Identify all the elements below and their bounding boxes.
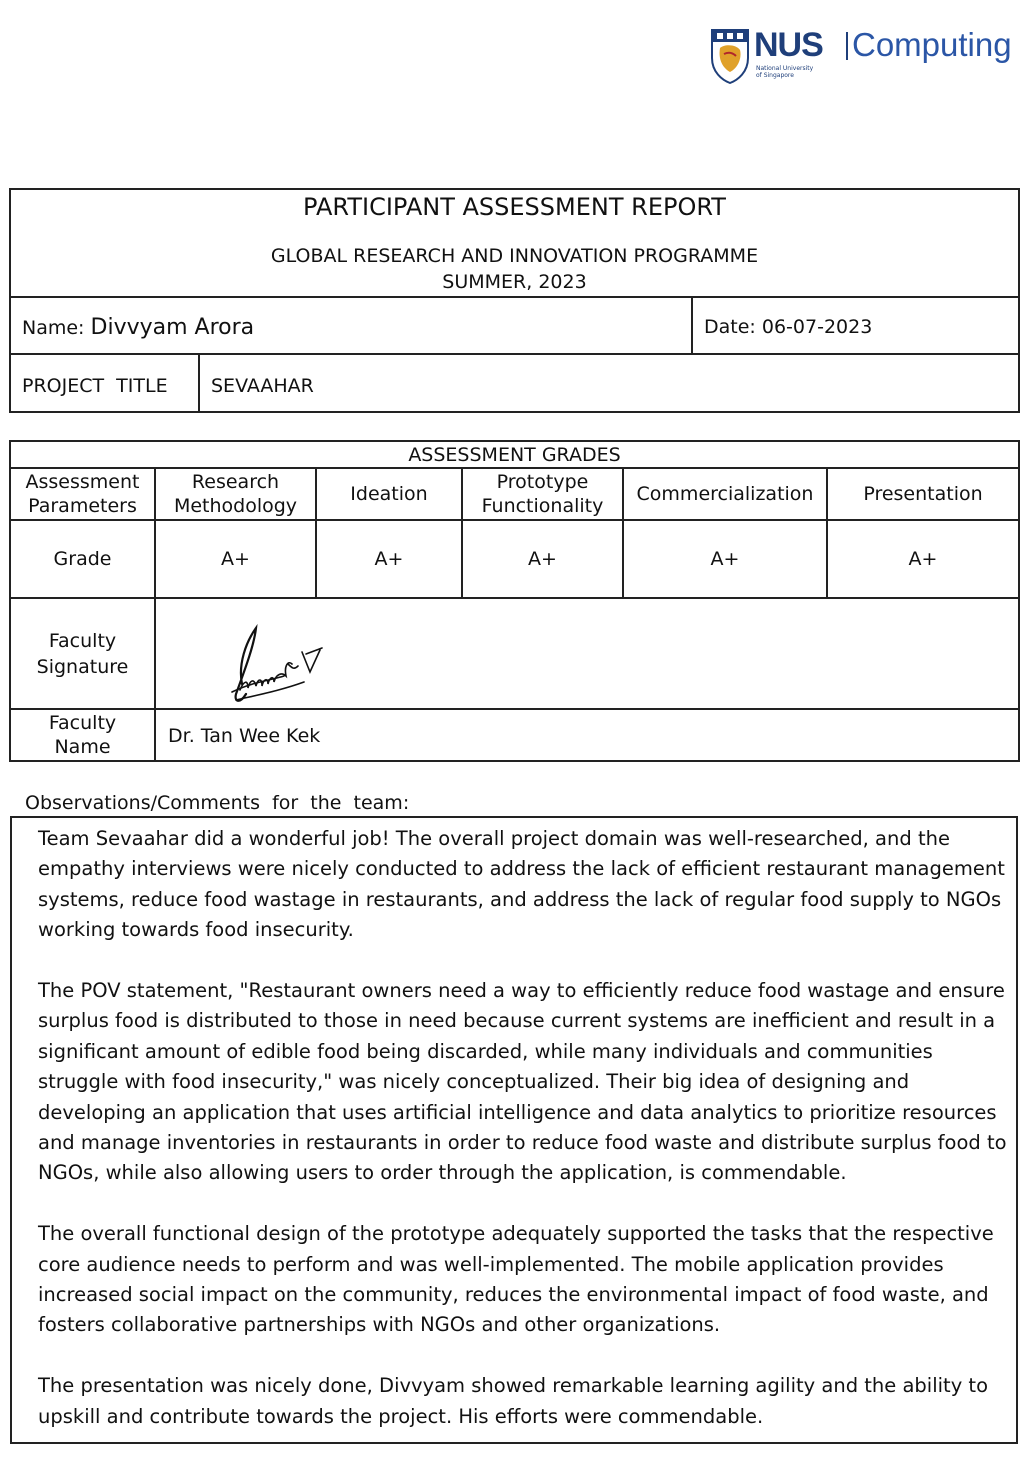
- faculty-signature-label-line1: Faculty: [48, 629, 117, 652]
- column-header-commercialization: [624, 469, 826, 519]
- logo-subtitle-line1: National University: [756, 65, 814, 72]
- column-header-line1: Commercialization: [636, 483, 814, 505]
- column-header-research-methodology: [156, 469, 315, 519]
- column-header-line2: Functionality: [481, 495, 604, 517]
- grade-ideation: A+: [374, 548, 404, 570]
- column-header-presentation: [828, 469, 1018, 519]
- parameters-header-line2: Parameters: [28, 495, 137, 517]
- faculty-name-label-line1: Faculty: [48, 712, 117, 734]
- project-title-label: PROJECT TITLE: [22, 375, 168, 397]
- name-label: Name:: [22, 317, 85, 339]
- programme-name: GLOBAL RESEARCH AND INNOVATION PROGRAMME: [270, 245, 759, 267]
- logo-subtitle-line2: of Singapore: [756, 72, 794, 79]
- column-header-prototype-functionality: [463, 469, 622, 519]
- parameters-header-line1: Assessment: [25, 471, 140, 493]
- column-header-line1: Prototype: [496, 471, 589, 493]
- date-label: Date:: [704, 316, 756, 338]
- name-field: [22, 316, 254, 340]
- column-header-line2: Methodology: [173, 495, 298, 517]
- comment-paragraph: The presentation was nicely done, Divvyam showed remarkable learning agility and the ability to upskill and contribute towards the project. His efforts were commendable.: [38, 1374, 989, 1428]
- logo-department: Computing: [852, 26, 1012, 63]
- grade-presentation: A+: [908, 548, 938, 570]
- grade-commercialization: A+: [710, 548, 740, 570]
- grade-research-methodology: A+: [221, 548, 250, 570]
- grade-prototype-functionality: A+: [528, 548, 557, 570]
- faculty-name-label: [11, 710, 154, 760]
- date-field: [704, 315, 872, 339]
- programme-term: SUMMER, 2023: [442, 271, 587, 293]
- logo-subtitle: [756, 65, 826, 79]
- name-value: Divvyam Arora: [90, 315, 255, 340]
- logo-divider: [846, 32, 848, 60]
- faculty-signature-label: [11, 599, 154, 708]
- comments-box: [10, 816, 1018, 1444]
- faculty-signature-label-line2: Signature: [36, 655, 129, 678]
- column-header-ideation: [317, 469, 461, 519]
- column-header-line1: Research: [191, 471, 280, 493]
- project-title-value: SEVAAHAR: [211, 375, 314, 397]
- parameters-header: [11, 469, 154, 519]
- faculty-name-label-line2: Name: [54, 736, 111, 758]
- comment-paragraph: The overall functional design of the prototype adequately supported the tasks that the respective core audience needs to perform and was well-implemented. The mobile application provides increased social impact on the community, reduces the environmental impact of food waste, and fosters collaborative partnerships with NGOs and other organizations.: [38, 1222, 994, 1337]
- grade-row-label: Grade: [53, 548, 112, 570]
- faculty-name-value: Dr. Tan Wee Kek: [168, 725, 321, 747]
- column-header-line1: Presentation: [863, 483, 983, 505]
- report-title: PARTICIPANT ASSESSMENT REPORT: [303, 193, 726, 221]
- logo-brand: NUS: [754, 26, 823, 64]
- faculty-signature-image: [222, 624, 326, 710]
- comments-label: Observations/Comments for the team:: [25, 792, 410, 814]
- nus-computing-logo: [710, 26, 1015, 86]
- comment-paragraph: Team Sevaahar did a wonderful job! The overall project domain was well-researched, and the empathy interviews were nicely conducted to address the lack of efficient restaurant management systems, reduce food wastage in restaurants, and address the lack of regular food supply to NGOs working towards food insecurity.: [38, 827, 1005, 942]
- comment-paragraph: The POV statement, "Restaurant owners need a way to efficiently reduce food wastage and ensure surplus food is distributed to those in need because current systems are inefficient and result in a significant amount of edible food being discarded, while many individuals and communities struggle with food insecurity," was nicely conceptualized. Their big idea of designing and developing an application that uses artificial intelligence and data analytics to prioritize resources and manage inventories in restaurants in order to reduce food waste and distribute surplus food to NGOs, while also allowing users to order through the application, is commendable.: [38, 979, 1007, 1185]
- date-value: 06-07-2023: [761, 316, 873, 338]
- nus-crest-icon: [710, 28, 750, 84]
- grades-title: ASSESSMENT GRADES: [408, 443, 621, 466]
- column-header-line1: Ideation: [350, 483, 428, 505]
